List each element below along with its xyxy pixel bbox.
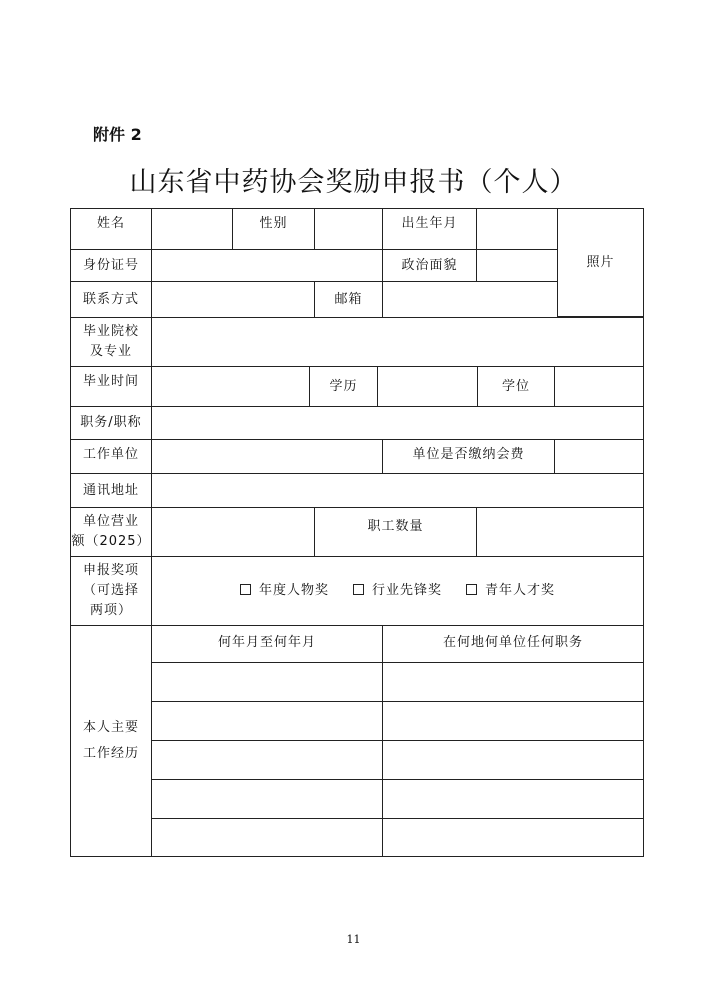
award-option-industry-pioneer[interactable] [353, 581, 442, 601]
experience-unit-cell[interactable] [382, 818, 644, 857]
experience-period-cell[interactable] [151, 701, 383, 741]
photo-box[interactable]: 照片 [557, 208, 644, 317]
employee-count-field[interactable] [476, 507, 644, 557]
membership-fee-label: 单位是否缴纳会费 [382, 439, 555, 474]
education-label: 学历 [309, 366, 378, 407]
id-number-field[interactable] [151, 249, 383, 282]
award-label [70, 556, 152, 626]
experience-label-line1: 本人主要 [82, 720, 139, 735]
email-label: 邮箱 [314, 281, 383, 318]
form-title: 山东省中药协会奖励申报书（个人） [129, 167, 578, 198]
award-label-line2: （可选择 [82, 583, 139, 598]
award-option-label: 年度人物奖 [258, 583, 329, 598]
birth-field[interactable] [476, 208, 558, 250]
experience-unit-cell[interactable] [382, 701, 644, 741]
experience-period-cell[interactable] [151, 740, 383, 780]
attachment-label: 附件 2 [93, 125, 142, 144]
experience-label-line2: 工作经历 [82, 746, 139, 761]
award-label-line3: 两项） [89, 603, 132, 618]
award-label-line1: 申报奖项 [82, 563, 139, 578]
employee-count-label: 职工数量 [314, 507, 477, 557]
name-label: 姓名 [70, 208, 152, 250]
political-status-label: 政治面貌 [382, 249, 477, 282]
membership-fee-field[interactable] [554, 439, 644, 474]
revenue-field[interactable] [151, 507, 315, 557]
contact-field[interactable] [151, 281, 315, 318]
name-field[interactable] [151, 208, 233, 250]
experience-period-cell[interactable] [151, 779, 383, 819]
work-unit-field[interactable] [151, 439, 383, 474]
id-number-label: 身份证号 [70, 249, 152, 282]
address-field[interactable] [151, 473, 644, 508]
experience-unit-cell[interactable] [382, 662, 644, 702]
award-option-annual-person[interactable] [240, 581, 329, 601]
experience-label [70, 625, 152, 857]
address-label: 通讯地址 [70, 473, 152, 508]
experience-unit-cell[interactable] [382, 740, 644, 780]
checkbox-icon[interactable] [353, 584, 364, 595]
political-status-field[interactable] [476, 249, 558, 282]
page-number: 11 [346, 933, 361, 946]
award-option-label: 行业先锋奖 [371, 583, 442, 598]
position-title-label: 职务/职称 [70, 406, 152, 440]
birth-label: 出生年月 [382, 208, 477, 250]
school-label-line2: 及专业 [89, 344, 132, 359]
school-field[interactable] [151, 317, 644, 367]
school-label [70, 317, 152, 367]
revenue-label [70, 507, 152, 557]
work-unit-label: 工作单位 [70, 439, 152, 474]
position-title-field[interactable] [151, 406, 644, 440]
contact-label: 联系方式 [70, 281, 152, 318]
award-option-label: 青年人才奖 [485, 583, 556, 598]
graduation-time-label: 毕业时间 [70, 366, 152, 407]
education-field[interactable] [377, 366, 478, 407]
email-field[interactable] [382, 281, 558, 318]
school-label-line1: 毕业院校 [82, 324, 139, 339]
degree-label: 学位 [477, 366, 555, 407]
gender-field[interactable] [314, 208, 383, 250]
award-options [151, 556, 644, 626]
checkbox-icon[interactable] [240, 584, 251, 595]
graduation-time-field[interactable] [151, 366, 310, 407]
gender-label: 性别 [232, 208, 315, 250]
period-header: 何年月至何年月 [151, 625, 383, 663]
award-option-young-talent[interactable] [466, 581, 555, 601]
degree-field[interactable] [554, 366, 644, 407]
unit-header: 在何地何单位任何职务 [382, 625, 644, 663]
experience-period-cell[interactable] [151, 818, 383, 857]
revenue-label-line1: 单位营业 [82, 514, 139, 529]
experience-unit-cell[interactable] [382, 779, 644, 819]
revenue-label-line2: 额（2025） [71, 534, 151, 549]
experience-period-cell[interactable] [151, 662, 383, 702]
checkbox-icon[interactable] [466, 584, 477, 595]
